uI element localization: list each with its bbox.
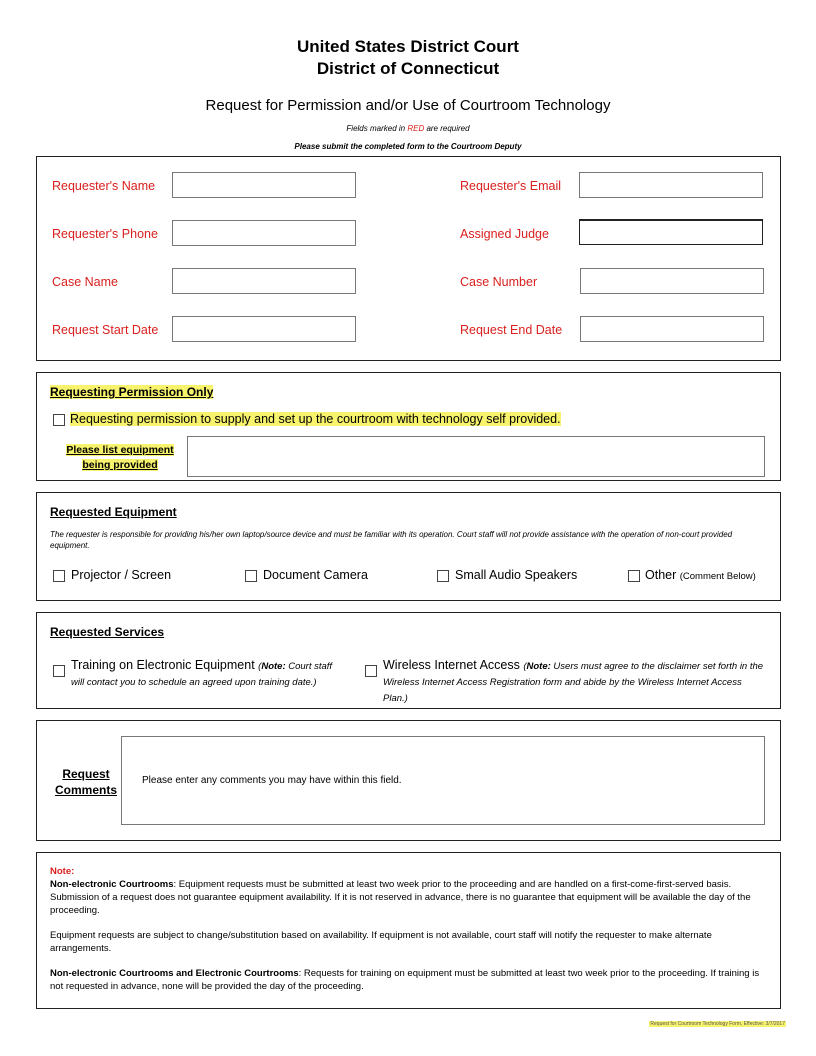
case-name-label: Case Name — [52, 275, 118, 289]
permission-section-title: Requesting Permission Only — [50, 385, 214, 399]
self-provided-checkbox[interactable] — [53, 414, 65, 426]
audio-speakers-label: Small Audio Speakers — [455, 568, 578, 582]
comments-placeholder: Please enter any comments you may have within this field. — [142, 775, 402, 786]
wireless-label: Wireless Internet Access (Note: Users must agree to the disclaimer set forth in the Wireless Internet Access Registration form and abide by the Wireless Internet Access Plan.) — [383, 658, 764, 704]
self-provided-checkbox-label: Requesting permission to supply and set up the courtroom with technology self provided. — [70, 412, 561, 426]
required-fields-note: Fields marked in RED are required — [346, 124, 470, 133]
case-name-input[interactable] — [172, 268, 356, 294]
equipment-disclaimer: The requester is responsible for providing his/her own laptop/source device and must be familiar with its operation. Court staff will not provide assistance with the operation of non-court provided equipment. — [50, 530, 733, 550]
projector-label: Projector / Screen — [71, 568, 172, 582]
notes-paragraph-1: Non-electronic Courtrooms: Equipment requests must be submitted at least two week prior to the proceeding and are handled on a first-come-first-served basis. Submission of a request does not guarantee equipment availability. If it is not reserved in advance, there is no guarantee that equipment will be available the day of the proceeding. — [50, 879, 751, 916]
requester-email-label: Requester's Email — [460, 179, 562, 193]
equipment-list-input[interactable] — [187, 436, 765, 477]
notes-paragraph-2: Equipment requests are subject to change/substitution based on availability. If equipment is not available, court staff will notify the requester to make alternate arrangements. — [50, 930, 712, 954]
requester-email-input[interactable] — [579, 172, 763, 198]
form-footer: Request for Courtroom Technology Form, Effective: 3/7/2017 — [650, 1021, 785, 1027]
audio-speakers-checkbox[interactable] — [437, 570, 449, 582]
equipment-list-label: Please list equipment being provided — [66, 444, 174, 471]
training-checkbox[interactable] — [53, 665, 65, 677]
form-title: Request for Permission and/or Use of Courtroom Technology — [205, 97, 611, 114]
request-end-date-label: Request End Date — [460, 323, 563, 337]
equipment-section-title: Requested Equipment — [50, 505, 177, 519]
training-label: Training on Electronic Equipment (Note: Court staff will contact you to schedule an agreed upon training date.) — [71, 658, 333, 688]
district-title: District of Connecticut — [316, 59, 500, 78]
case-number-input[interactable] — [580, 268, 764, 294]
wireless-checkbox[interactable] — [365, 665, 377, 677]
request-start-date-label: Request Start Date — [52, 323, 159, 337]
document-camera-checkbox[interactable] — [245, 570, 257, 582]
requester-phone-input[interactable] — [172, 220, 356, 246]
requester-name-input[interactable] — [172, 172, 356, 198]
other-equipment-checkbox[interactable] — [628, 570, 640, 582]
projector-checkbox[interactable] — [53, 570, 65, 582]
assigned-judge-input[interactable] — [579, 219, 763, 245]
request-start-date-input[interactable] — [172, 316, 356, 342]
court-title: United States District Court — [297, 37, 519, 56]
notes-text — [50, 865, 762, 1005]
case-number-label: Case Number — [460, 275, 538, 289]
notes-paragraph-3: Non-electronic Courtrooms and Electronic Courtrooms: Requests for training on equipment must be submitted at least two week prior to the proceeding. If training is not requested in advance, none will be provided the day of the proceeding. — [50, 968, 760, 992]
requester-name-label: Requester's Name — [52, 179, 156, 193]
comments-label: Request Comments — [54, 767, 117, 797]
assigned-judge-label: Assigned Judge — [460, 227, 549, 241]
document-camera-label: Document Camera — [263, 568, 368, 582]
services-section-title: Requested Services — [50, 625, 165, 639]
other-equipment-label: Other (Comment Below) — [645, 568, 756, 582]
request-end-date-input[interactable] — [580, 316, 764, 342]
notes-title: Note: — [50, 866, 75, 877]
requester-phone-label: Requester's Phone — [52, 227, 158, 241]
submit-instruction: Please submit the completed form to the Courtroom Deputy — [294, 142, 522, 151]
